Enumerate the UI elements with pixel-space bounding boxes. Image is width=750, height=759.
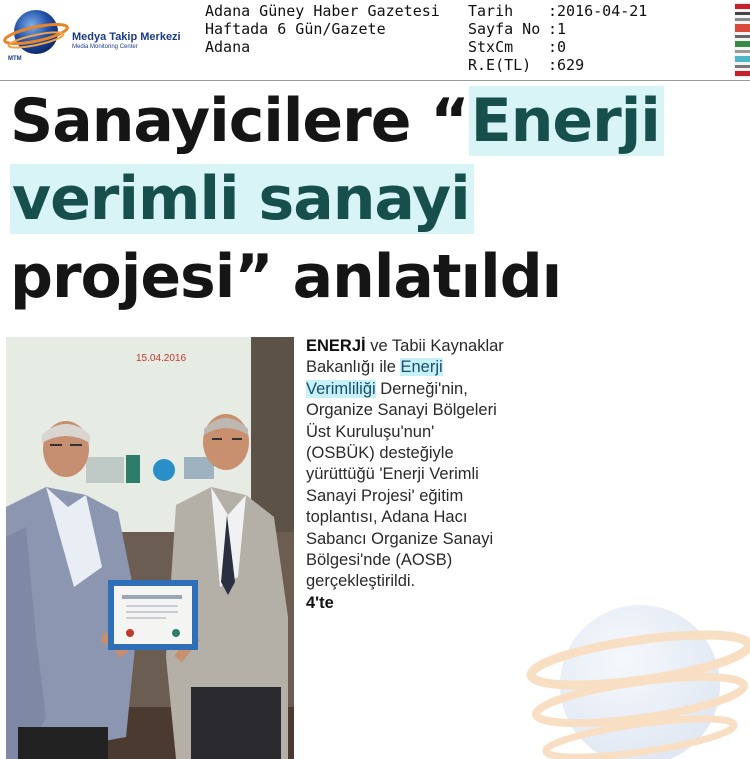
meta-key: Sayfa No [468, 20, 541, 38]
article-headline [10, 82, 745, 316]
body-lead-text: ve Tabii Kaynaklar Bakanlığı ile [306, 337, 504, 377]
logo-subtitle: Media Monitoring Center [72, 44, 138, 50]
publication-name: Adana Güney Haber Gazetesi [205, 2, 440, 20]
clipping-header [0, 0, 750, 81]
headline-line-3 [10, 238, 745, 316]
headline-text: Sanayicilere “ [10, 86, 469, 156]
body-lead-bold: ENERJİ [306, 337, 366, 355]
page-thumbnail [734, 2, 750, 78]
meta-key: R.E(TL) [468, 56, 532, 74]
publication-info [205, 2, 440, 56]
meta-value: :629 [548, 56, 585, 74]
headline-highlight: Enerji [469, 86, 664, 156]
headline-highlight: verimli sanayi [10, 164, 474, 234]
continued-on-page: 4'te [306, 593, 334, 612]
publication-frequency: Haftada 6 Gün/Gazete [205, 20, 386, 38]
logo-text [72, 31, 181, 50]
meta-value: :0 [548, 38, 567, 56]
certificate-frame [108, 580, 198, 650]
headline-line-1 [10, 82, 745, 160]
meta-row-date [468, 2, 647, 20]
meta-key: Tarih [468, 2, 514, 20]
meta-key: StxCm [468, 38, 514, 56]
globe-watermark-icon [525, 590, 750, 759]
meta-row-page [468, 20, 647, 38]
photo-banner-date: 15.04.2016 [136, 353, 187, 364]
globe-logo-icon [2, 4, 72, 64]
headline-line-2 [10, 160, 745, 238]
body-highlight: Enerji Verimliliği [306, 358, 443, 398]
article-body [306, 336, 506, 614]
meta-value: :2016-04-21 [548, 2, 648, 20]
meta-row-stxcm [468, 38, 647, 56]
publication-city: Adana [205, 38, 251, 56]
meta-row-ad-value [468, 56, 647, 74]
headline-text: projesi” anlatıldı [10, 242, 562, 312]
clipping-meta [468, 2, 647, 74]
article-photo [6, 337, 294, 759]
logo-title: Medya Takip Merkezi [72, 31, 181, 43]
logo [2, 4, 202, 66]
body-text: Derneği'nin, Organize Sanayi Bölgeleri Üst Kuruluşu'nun' (OSBÜK) desteğiyle yürüttüğü 'Enerji Verimli Sanayi Projesi' eğitim toplantısı, Adana Hacı Sabancı Organize Sanayi Bölgesi'nde (AOSB) gerçekleştirildi. [306, 379, 497, 591]
logo-abbr: MTM [8, 56, 22, 62]
meta-value: :1 [548, 20, 567, 38]
